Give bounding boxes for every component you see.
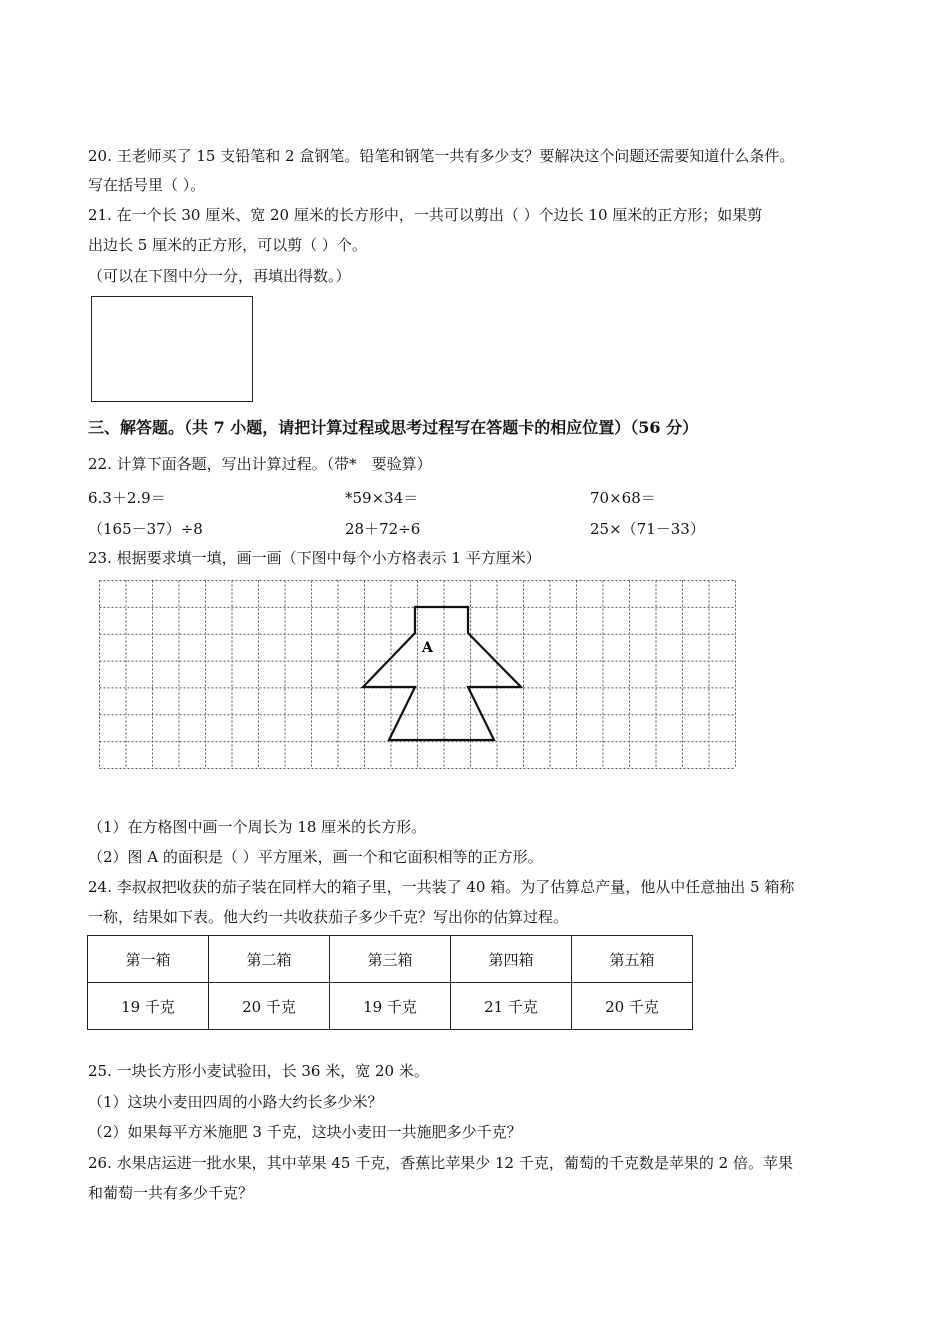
q23-sub1: （1）在方格图中画一个周长为 18 厘米的长方形。 [88, 818, 427, 836]
table-header-cell: 第三箱 [330, 936, 451, 983]
table-value-cell: 21 千克 [451, 983, 572, 1030]
q26-line1: 26. 水果店运进一批水果，其中苹果 45 千克，香蕉比苹果少 12 千克，葡萄的千克数是苹果的 2 倍。苹果 [88, 1154, 793, 1172]
q23-intro: 23. 根据要求填一填，画一画（下图中每个小方格表示 1 平方厘米） [88, 549, 541, 567]
table-value-cell: 19 千克 [88, 983, 209, 1030]
q25-sub2: （2）如果每平方米施肥 3 千克，这块小麦田一共施肥多少千克？ [88, 1123, 522, 1141]
q20-line1: 20. 王老师买了 15 支铅笔和 2 盒钢笔。铅笔和钢笔一共有多少支？要解决这个问题还需要知道什么条件。 [88, 147, 795, 165]
q20-line2: 写在括号里（ ）。 [88, 176, 206, 194]
table-header-cell: 第二箱 [209, 936, 330, 983]
q22-calc-4: （165－37）÷8 [88, 520, 203, 538]
table-value-row [88, 983, 693, 1030]
q24-line2: 一称，结果如下表。他大约一共收获茄子多少千克？写出你的估算过程。 [88, 908, 569, 926]
q21-rectangle-figure [91, 296, 253, 402]
q24-line1: 24. 李叔叔把收获的茄子装在同样大的箱子里，一共装了 40 箱。为了估算总产量，他从中任意抽出 5 箱称 [88, 878, 795, 896]
q25-line1: 25. 一块长方形小麦试验田，长 36 米，宽 20 米。 [88, 1062, 429, 1080]
q22-calc-1: 6.3＋2.9＝ [88, 489, 166, 507]
q22-calc-6: 25×（71－33） [590, 520, 705, 538]
q23-sub2: （2）图 A 的面积是（ ）平方厘米，画一个和它面积相等的正方形。 [88, 848, 543, 866]
q22-intro: 22. 计算下面各题，写出计算过程。（带* 要验算） [88, 455, 432, 473]
table-header-cell: 第五箱 [572, 936, 693, 983]
square-grid-figure [98, 579, 738, 771]
eggplant-weight-table [87, 935, 693, 1030]
table-header-cell: 第四箱 [451, 936, 572, 983]
q22-calc-3: 70×68＝ [590, 489, 656, 507]
q21-hint: （可以在下图中分一分，再填出得数。） [88, 267, 351, 285]
table-value-cell: 20 千克 [209, 983, 330, 1030]
shape-a-label: A [422, 640, 433, 656]
q25-sub1: （1）这块小麦田四周的小路大约长多少米？ [88, 1093, 383, 1111]
table-value-cell: 20 千克 [572, 983, 693, 1030]
q22-calc-2: *59×34＝ [345, 489, 419, 507]
q22-calc-5: 28＋72÷6 [345, 520, 421, 538]
q21-line2: 出边长 5 厘米的正方形，可以剪（ ）个。 [88, 236, 367, 254]
table-value-cell: 19 千克 [330, 983, 451, 1030]
q21-line1: 21. 在一个长 30 厘米、宽 20 厘米的长方形中，一共可以剪出（ ）个边长 10 厘米的正方形；如果剪 [88, 206, 763, 224]
table-header-cell: 第一箱 [88, 936, 209, 983]
table-header-row [88, 936, 693, 983]
section3-heading: 三、解答题。（共 7 小题，请把计算过程或思考过程写在答题卡的相应位置）（56 分） [88, 418, 699, 437]
q26-line2: 和葡萄一共有多少千克？ [88, 1184, 254, 1202]
